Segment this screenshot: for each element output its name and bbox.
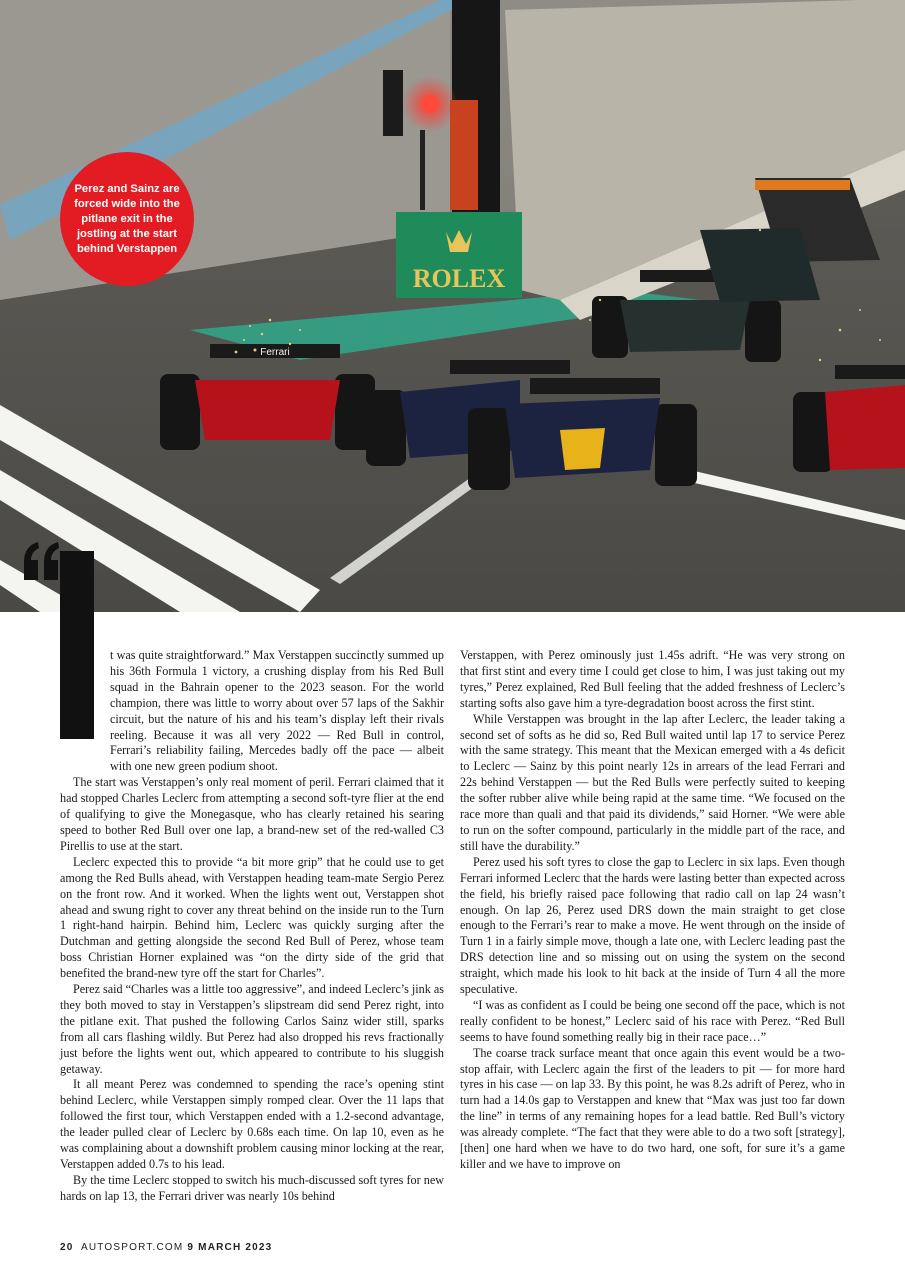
rolex-sign: ROLEX <box>412 264 506 293</box>
paragraph: Perez said “Charles was a little too aggressive”, and indeed Leclerc’s jink as they both moved to stay in Verstappen’s slipstream did send Perez right, into the pitlane exit. That pushed the following Carlos Sainz wider still, sparks from all cars flashing wildly. But Perez had also dropped his revs fractionally just before the lights went out, which appeared to contribute to his sluggish getaway. <box>60 982 444 1076</box>
race-start-photo <box>0 0 905 612</box>
article-column-1 <box>60 648 444 1205</box>
paragraph: The coarse track surface meant that once again this event would be a two-stop affair, with Leclerc again the first of the leaders to pit — for more hard tyres in his case — on lap 33. By this point, he was 8.2s adrift of Perez, who in turn had a 14.0s gap to Verstappen and knew that “Max was just too far down the line” in terms of any remaining hopes for a lead battle. Red Bull’s victory was already complete. “The fact that they were able to do a two soft [strategy], [then] one hard when we have to do two hard, one soft, for sure it’s a game killer and we have to improve on <box>460 1045 845 1171</box>
paragraph: “I was as confident as I could be being one second off the pace, which is not really confident to be honest,” Leclerc said of his race with Perez. “Red Bull seems to have found something really big in their race pace…” <box>460 997 845 1044</box>
page-footer <box>60 1242 272 1253</box>
paragraph: t was quite straightforward.” Max Verstappen succinctly summed up his 36th Formula 1 victory, a crushing display from his Red Bull squad in the Bahrain opener to the 2023 season. For the world champion, there was little to worry about over 57 laps of the Sakhir circuit, but the nature of his and his team’s display left their rivals reeling. Because it was all very 2022 — Red Bull in control, Ferrari’s reliability failing, Mercedes badly off the pace — albeit with one new green podium shoot. <box>110 648 444 774</box>
issue-date: 9 MARCH 2023 <box>187 1242 273 1253</box>
open-quote-mark-icon <box>20 540 64 584</box>
paragraph: By the time Leclerc stopped to switch his much-discussed soft tyres for new hards on lap 13, the Ferrari driver was nearly 10s behind <box>60 1172 444 1203</box>
paragraph: The start was Verstappen’s only real moment of peril. Ferrari claimed that it had stopped Charles Leclerc from attempting a second soft-tyre flier at the end of qualifying to give the Monegasque, who has clearly retained his searing speed to bother Red Bull over one lap, a brand-new set of the red-walled C3 Pirellis to use at the start. <box>60 775 444 853</box>
paragraph: Verstappen, with Perez ominously just 1.45s adrift. “He was very strong on that first stint and every time I could get close to him, I was just taking out my tyres,” Perez explained, Red Bull feeling that the added freshness of Leclerc’s starting softs also gave him a tyre-degradation boost across the first stint. <box>460 648 845 710</box>
svg-text:Ferrari: Ferrari <box>260 347 290 358</box>
page-number: 20 <box>60 1242 74 1253</box>
paragraph: It all meant Perez was condemned to spending the race’s opening stint behind Leclerc, while Verstappen simply romped clear. Over the 11 laps that followed the first tour, which Verstappen ended with a 1.2-second advantage, the leader pulled clear of Leclerc by 0.68s each time. On lap 10, even as he was complaining about a downshift problem causing minor locking at the rear, Verstappen added 0.7s to his lead. <box>60 1077 444 1171</box>
paragraph: While Verstappen was brought in the lap after Leclerc, the leader taking a second set of softs as he did so, Red Bull waited until lap 17 to service Perez with the same strategy. This meant that the Mexican emerged with a 4s deficit to Leclerc — Sainz by this point nearly 12s in arrears of the lead Ferrari and 22s behind Verstappen — but the Red Bulls were perfectly suited to keeping the softer rubber alive while being rapid at the same time. “We focused on the race more than quali and that paid its dividends,” said Horner. “We were able to run on the softer compound, particularly in the middle part of the race, and still have the durability.” <box>460 711 845 853</box>
paragraph: Perez used his soft tyres to close the gap to Leclerc in six laps. Even though Ferrari informed Leclerc that the hards were lasting better than expected across the field, his briefly raised pace following that radio call on lap 24 wasn’t enough. On lap 26, Perez used DRS down the main straight to get close enough to the Ferrari’s rear to make a move. He went through on the inside of Turn 1 in a fairly simple move, though a late one, with Leclerc leading past the DRS detection line and so missing out on using the system on the second straight, which made his look to hit back at the inside of Turn 4 all the more speculative. <box>460 854 845 997</box>
paragraph: Leclerc expected this to provide “a bit more grip” that he could use to get among the Red Bulls ahead, with Verstappen heading team-mate Sergio Perez on the front row. And it worked. When the lights went out, Verstappen shot ahead and swung right to cover any threat behind on the inside run to the Turn 1 right-hand hairpin. Behind him, Leclerc was quickly surging after the Dutchman and getting alongside the second Red Bull of Perez, whose team boss Christian Horner explained was “on the dirty side of the grid that benefited the brand-new tyre off the start for Charles”. <box>60 854 444 981</box>
article-column-2 <box>460 648 845 1173</box>
photo-caption: Perez and Sainz are forced wide into the pitlane exit in the jostling at the start behind Verstappen <box>60 152 194 286</box>
publication-name: AUTOSPORT.COM <box>80 1242 184 1253</box>
